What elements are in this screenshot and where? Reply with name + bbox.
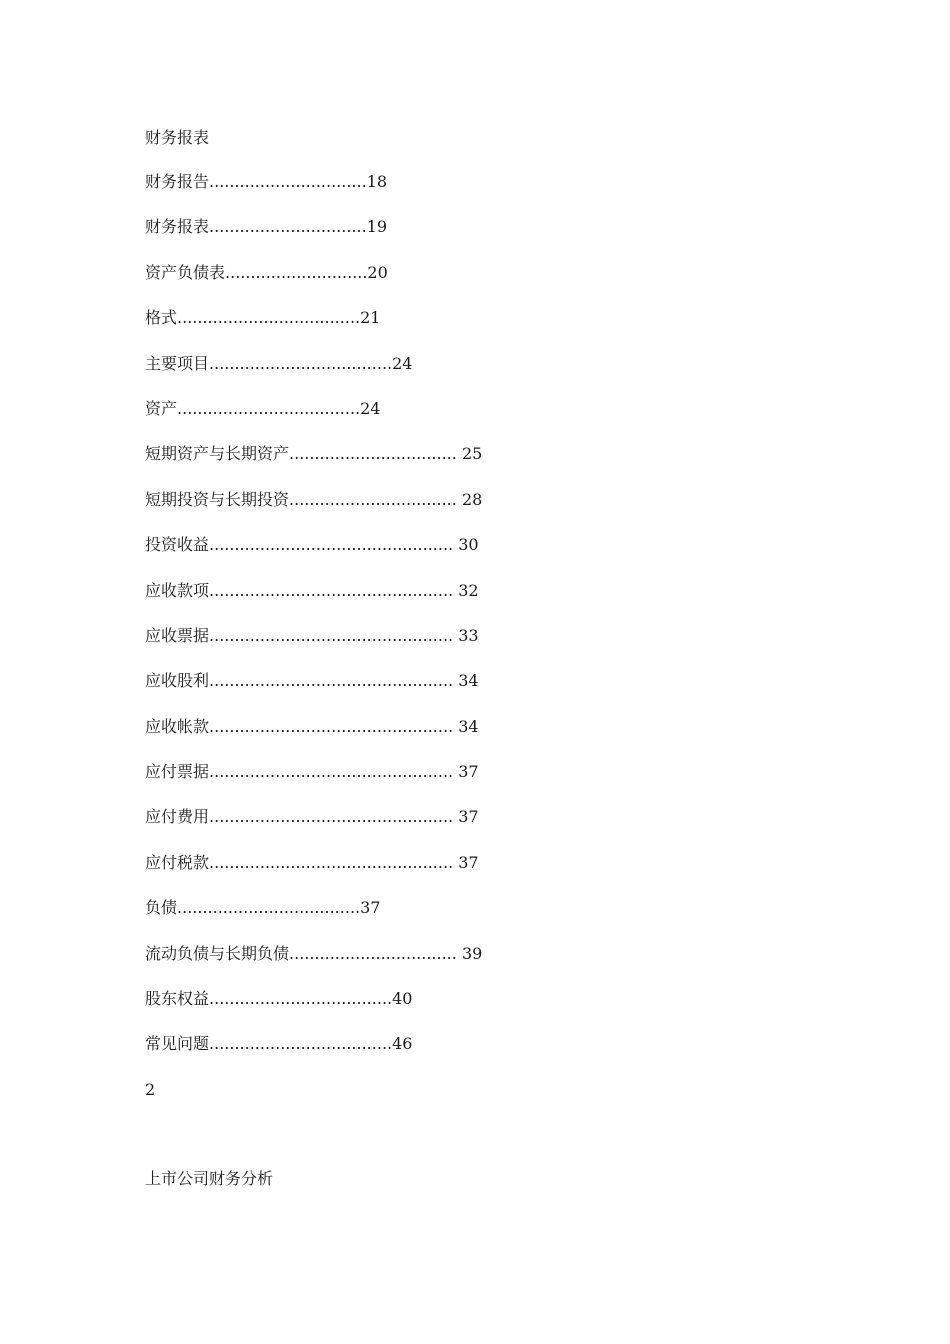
toc-entry-leader: ................................. xyxy=(289,444,457,464)
toc-entry-title: 应付费用 xyxy=(145,807,210,827)
section-heading: 财务报表 xyxy=(145,128,210,147)
toc-entry-page: 34 xyxy=(453,671,479,691)
toc-entry-page: 20 xyxy=(367,262,388,282)
toc-entry-page: 37 xyxy=(360,898,381,918)
toc-entry-leader: ................................................ xyxy=(209,807,454,827)
toc-entry-leader: .................................... xyxy=(177,898,361,918)
toc-entry-title: 资产负债表 xyxy=(145,262,226,282)
toc-entry-leader: ................................................ xyxy=(209,852,454,872)
toc-entry-page: 39 xyxy=(456,943,483,963)
toc-entry-leader: ............................ xyxy=(225,262,368,282)
toc-entry[interactable] xyxy=(145,581,482,626)
toc-entry[interactable] xyxy=(145,807,482,852)
toc-entry-leader: .................................... xyxy=(177,398,361,418)
toc-entry-page: 32 xyxy=(453,580,479,600)
toc-entry[interactable] xyxy=(145,762,482,807)
toc-entry[interactable] xyxy=(145,626,482,671)
toc-entry-leader: ................................................ xyxy=(209,762,454,782)
toc-entry[interactable] xyxy=(145,989,482,1034)
toc-entry[interactable] xyxy=(145,671,482,716)
toc-entry-title: 股东权益 xyxy=(145,989,210,1009)
toc-entry[interactable] xyxy=(145,444,482,489)
toc-entry-page: 19 xyxy=(366,217,388,237)
toc-entry-title: 应收票据 xyxy=(145,625,210,645)
toc-entry-leader: ............................... xyxy=(209,172,367,191)
toc-entry-page: 24 xyxy=(392,353,413,373)
toc-entry-page: 40 xyxy=(392,989,413,1009)
toc-entry[interactable] xyxy=(145,853,482,898)
toc-entry-leader: ................................................ xyxy=(209,716,454,736)
toc-entry-page: 18 xyxy=(366,172,388,191)
toc-entry-page: 46 xyxy=(392,1034,413,1054)
toc-entry-page: 34 xyxy=(453,716,479,736)
toc-entry-title: 应收股利 xyxy=(145,671,210,691)
toc-entry[interactable] xyxy=(145,944,482,989)
toc-entry[interactable] xyxy=(145,217,482,262)
toc-entry-page: 33 xyxy=(453,625,479,645)
toc-entry-page: 37 xyxy=(453,852,479,872)
toc-entry-leader: ................................. xyxy=(289,943,457,963)
toc-entry-leader: ................................................ xyxy=(209,580,454,600)
toc-entry-title: 应收款项 xyxy=(145,580,210,600)
toc-entry-title: 流动负债与长期负债 xyxy=(145,943,290,963)
toc-entry-title: 财务报告 xyxy=(145,172,210,191)
toc-entry-title: 财务报表 xyxy=(145,217,210,237)
toc-entry-page: 28 xyxy=(456,489,483,509)
toc-entry-title: 短期资产与长期资产 xyxy=(145,444,290,464)
toc-entry-page: 21 xyxy=(360,308,381,328)
toc-entry-page: 37 xyxy=(453,807,479,827)
toc-entry-leader: ................................. xyxy=(289,489,457,509)
toc-entry[interactable] xyxy=(145,535,482,580)
toc-entry[interactable] xyxy=(145,308,482,353)
toc-entry-title: 应收帐款 xyxy=(145,716,210,736)
toc-entry-leader: .................................... xyxy=(177,308,361,328)
toc-entry-title: 应付税款 xyxy=(145,852,210,872)
next-section-title: 上市公司财务分析 xyxy=(145,1169,274,1188)
toc-entry[interactable] xyxy=(145,399,482,444)
toc-entry-page: 37 xyxy=(453,762,479,782)
toc-entry-leader: ................................................ xyxy=(209,535,454,555)
toc-entry[interactable] xyxy=(145,1034,482,1079)
toc-entry-title: 应付票据 xyxy=(145,762,210,782)
toc-entry-title: 资产 xyxy=(145,398,178,418)
toc-entry-title: 格式 xyxy=(145,308,178,328)
toc-entry-page: 24 xyxy=(360,398,381,418)
toc-entry-title: 负债 xyxy=(145,898,178,918)
toc-entry-leader: ................................................ xyxy=(209,671,454,691)
toc-entry[interactable] xyxy=(145,263,482,308)
toc-entry-leader: ................................................ xyxy=(209,625,454,645)
toc-entry-title: 常见问题 xyxy=(145,1034,210,1054)
toc-entry-title: 投资收益 xyxy=(145,535,210,555)
toc-entry[interactable] xyxy=(145,172,482,217)
toc-entry[interactable] xyxy=(145,354,482,399)
page-number: 2 xyxy=(145,1080,156,1099)
toc-entry-leader: .................................... xyxy=(209,353,393,373)
toc-entry-leader: ............................... xyxy=(209,217,367,237)
toc-entry[interactable] xyxy=(145,717,482,762)
toc-entry-leader: .................................... xyxy=(209,989,393,1009)
table-of-contents xyxy=(145,172,482,1080)
toc-entry-page: 30 xyxy=(453,535,479,555)
toc-entry-title: 主要项目 xyxy=(145,353,210,373)
toc-entry-title: 短期投资与长期投资 xyxy=(145,489,290,509)
toc-entry[interactable] xyxy=(145,490,482,535)
toc-entry[interactable] xyxy=(145,898,482,943)
toc-entry-leader: .................................... xyxy=(209,1034,393,1054)
toc-entry-page: 25 xyxy=(456,444,483,464)
